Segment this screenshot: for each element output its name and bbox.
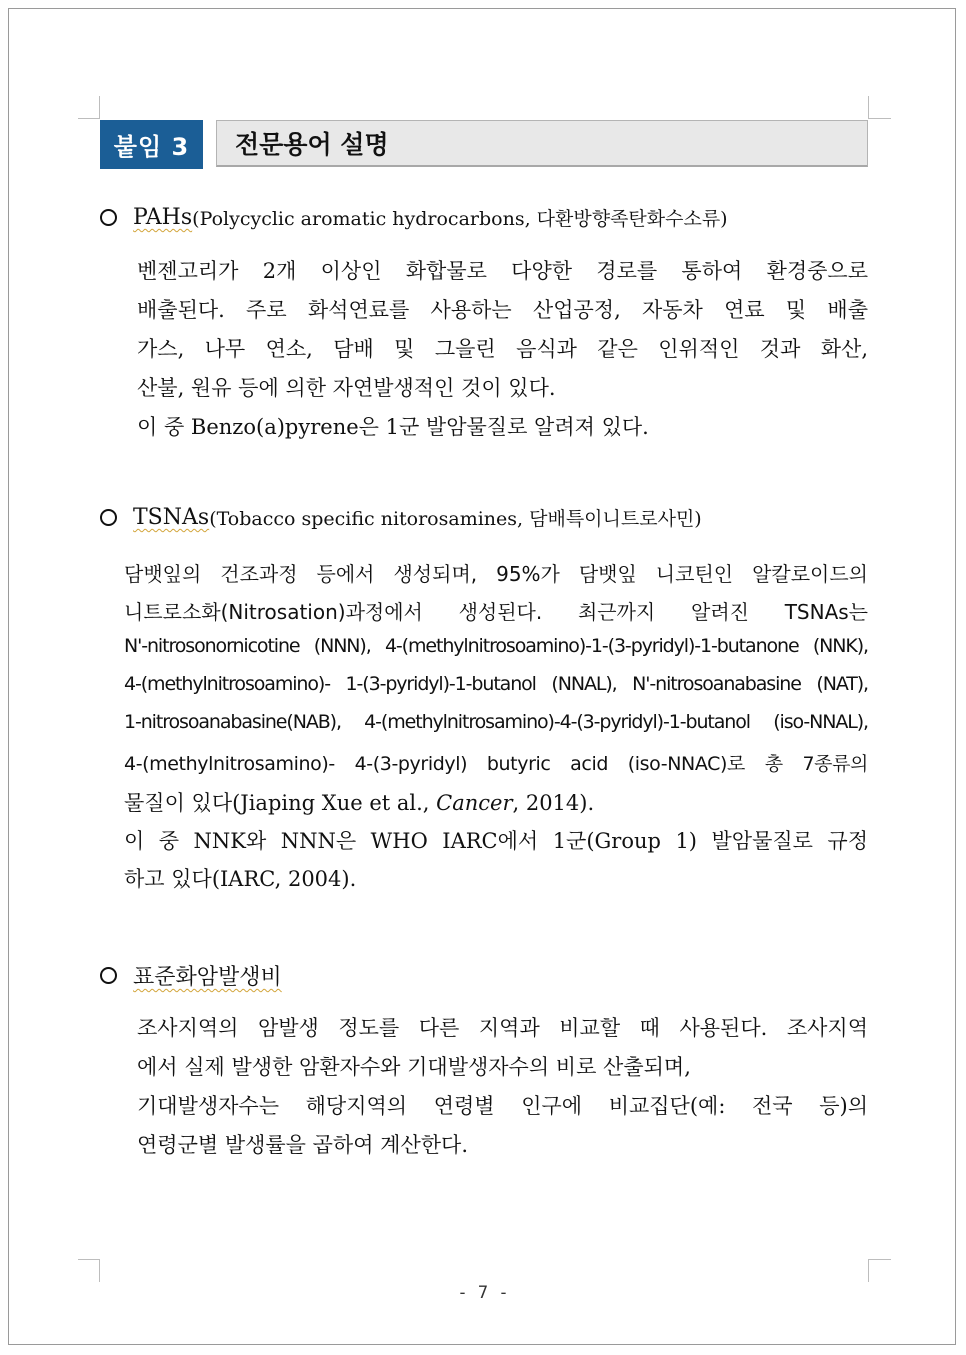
appendix-badge: 붙임 3 xyxy=(100,120,203,169)
citation-text: 물질이 있다(Jiaping Xue et al., xyxy=(124,791,437,815)
paragraph-line: 조사지역의 암발생 정도를 다른 지역과 비교할 때 사용된다. 조사지역 xyxy=(137,1016,868,1040)
paragraph-line: 벤젠고리가 2개 이상인 화합물로 다양한 경로를 통하여 환경중으로 xyxy=(137,259,868,283)
paragraph-line: 에서 실제 발생한 암환자수와 기대발생자수의 비로 산출되며, xyxy=(137,1055,691,1079)
paragraph-line: 산불, 원유 등에 의한 자연발생적인 것이 있다. xyxy=(137,376,556,400)
section-heading-tsnas xyxy=(100,504,702,531)
term-tsnas-subtitle: (Tobacco specific nitorosamines, 담배특이니트로사민) xyxy=(209,508,702,530)
term-sir: 표준화암발생비 xyxy=(133,965,282,990)
term-pahs: PAHs xyxy=(133,205,193,230)
paragraph-line: 기대발생자수는 해당지역의 연령별 인구에 비교집단(예: 전국 등)의 xyxy=(137,1094,868,1118)
crop-mark-bottom-left xyxy=(78,1259,100,1282)
paragraph-line: 니트로소화(Nitrosation)과정에서 생성된다. 최근까지 알려진 TSNAs는 xyxy=(124,600,868,624)
paragraph-line: 하고 있다(IARC, 2004). xyxy=(124,867,357,891)
page-number: - 7 - xyxy=(457,1283,509,1303)
section-heading-sir xyxy=(100,960,282,991)
term-tsnas: TSNAs xyxy=(133,505,210,530)
paragraph-line: 4-(methylnitrosamino)- 4-(3-pyridyl) butyric acid (iso-NNAC)로 총 7종류의 xyxy=(124,753,868,775)
paragraph-tsnas xyxy=(124,558,868,898)
paragraph-sir xyxy=(137,1012,868,1162)
paragraph-line: 연령군별 발생률을 곱하여 계산한다. xyxy=(137,1133,468,1157)
citation-journal: Cancer xyxy=(436,791,513,815)
paragraph-line: 배출된다. 주로 화석연료를 사용하는 산업공정, 자동차 연료 및 배출 xyxy=(137,298,868,322)
appendix-title: 전문용어 설명 xyxy=(216,120,868,167)
paragraph-line: 담뱃잎의 건조과정 등에서 생성되며, 95%가 담뱃잎 니코틴인 알칼로이드의 xyxy=(124,562,868,586)
crop-mark-top-left xyxy=(78,96,100,119)
crop-mark-bottom-right xyxy=(868,1259,891,1282)
paragraph-line: 이 중 Benzo(a)pyrene은 1군 발암물질로 알려져 있다. xyxy=(137,415,649,439)
paragraph-line: 1-nitrosoanabasine(NAB), 4-(methylnitrosamino)-4-(3-pyridyl)-1-butanol (iso-NNAL), xyxy=(124,711,868,733)
paragraph-line: N'-nitrosonornicotine (NNN), 4-(methylnitrosoamino)-1-(3-pyridyl)-1-butanone (NNK), xyxy=(124,635,868,657)
paragraph-line: 이 중 NNK와 NNN은 WHO IARC에서 1군(Group 1) 발암물질로 규정 xyxy=(124,829,868,853)
appendix-header xyxy=(100,120,868,170)
section-heading-pahs xyxy=(100,204,728,231)
paragraph-line: 4-(methylnitrosoamino)- 1-(3-pyridyl)-1-butanol (NNAL), N'-nitrosoanabasine (NAT), xyxy=(124,673,868,695)
circle-bullet-icon xyxy=(100,967,117,984)
paragraph-pahs xyxy=(137,255,868,445)
term-pahs-subtitle: (Polycyclic aromatic hydrocarbons, 다환방향족탄화수소류) xyxy=(192,208,728,230)
citation-tail: , 2014). xyxy=(512,791,595,815)
paragraph-line-citation xyxy=(124,787,594,817)
paragraph-line: 가스, 나무 연소, 담배 및 그을린 음식과 같은 인위적인 것과 화산, xyxy=(137,337,868,361)
crop-mark-top-right xyxy=(868,96,891,119)
circle-bullet-icon xyxy=(100,509,117,526)
circle-bullet-icon xyxy=(100,209,117,226)
